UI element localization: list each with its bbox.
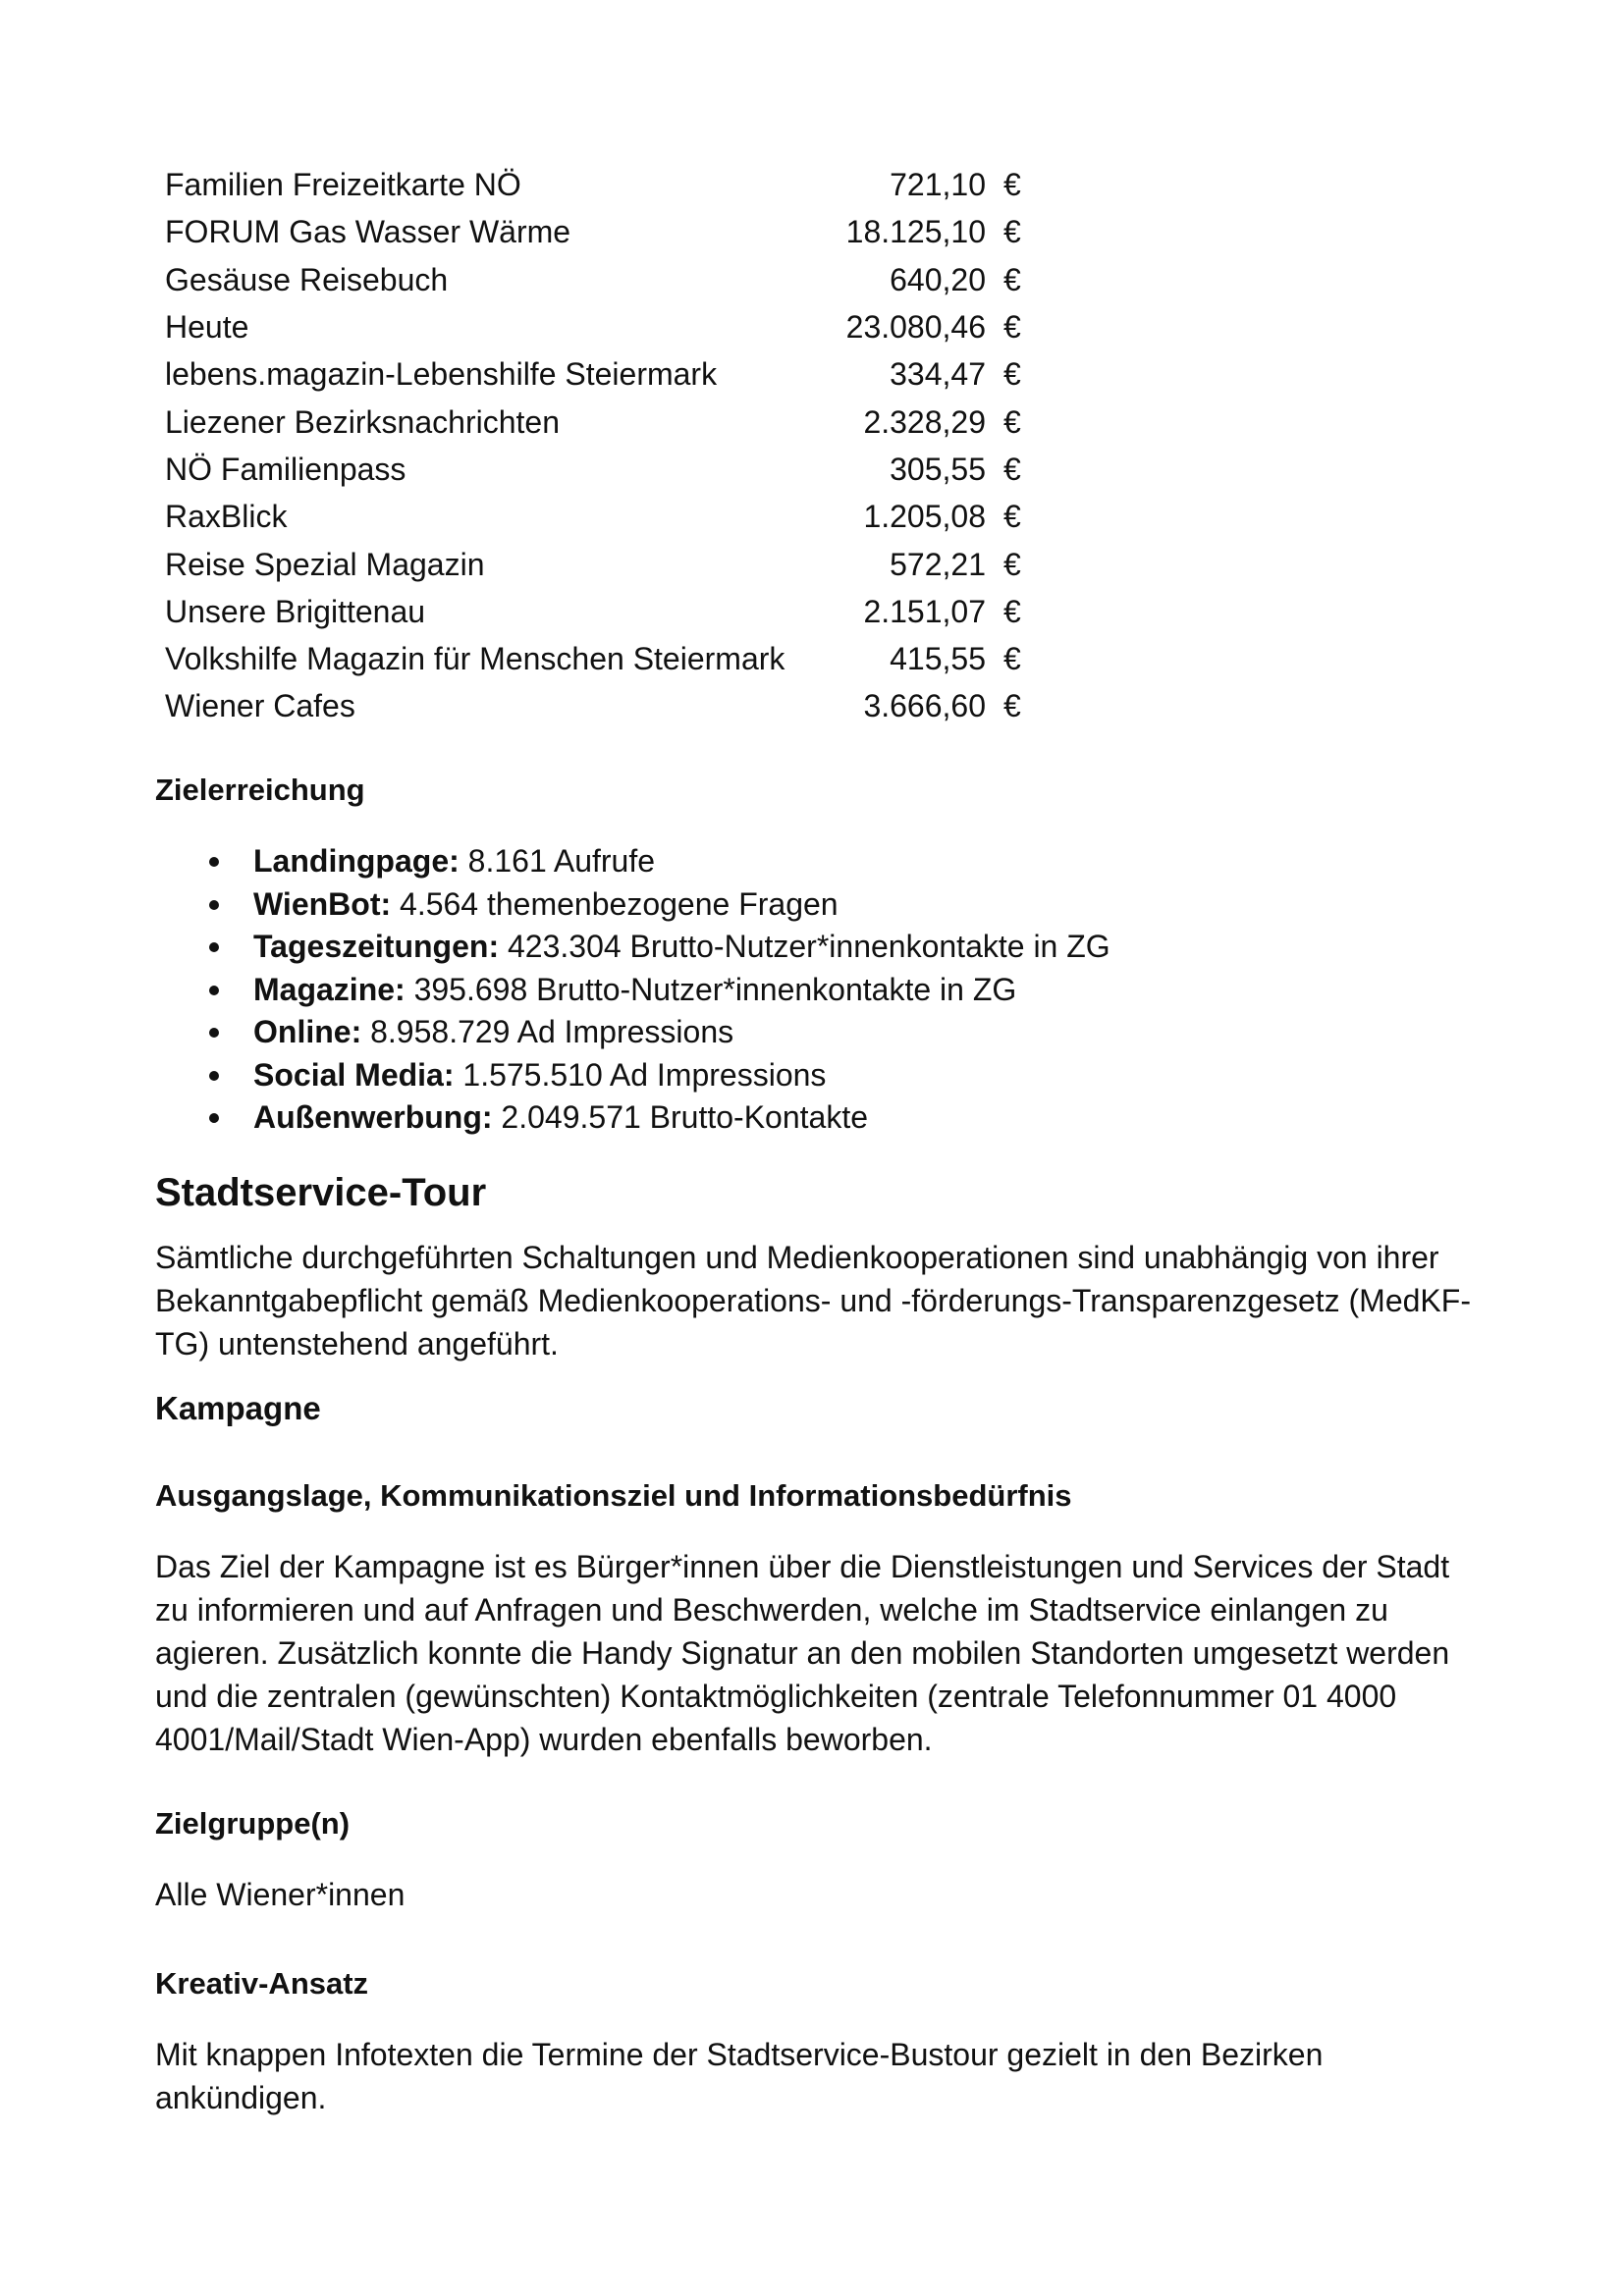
list-item-text: 8.161 Aufrufe — [459, 843, 656, 879]
table-row — [165, 256, 1029, 303]
media-name: RaxBlick — [165, 499, 288, 535]
media-name: NÖ Familienpass — [165, 451, 406, 487]
list-item — [206, 1096, 1110, 1140]
media-amount: 572,21 — [890, 546, 986, 582]
media-name: FORUM Gas Wasser Wärme — [165, 214, 571, 250]
media-name: Heute — [165, 309, 249, 346]
list-item-label: Social Media: — [253, 1056, 455, 1093]
bullet-icon — [209, 857, 219, 867]
kreativ-heading: Kreativ-Ansatz — [155, 1966, 369, 2001]
media-amount: 1.205,08 — [863, 499, 986, 535]
bullet-icon — [209, 1071, 219, 1081]
list-item-label: Außenwerbung: — [253, 1099, 493, 1135]
list-item-label: Landingpage: — [253, 843, 460, 879]
kreativ-paragraph: Mit knappen Infotexten die Termine der Stadtservice-Bustour gezielt in den Bezirken ankündigen. — [155, 2037, 1324, 2115]
table-row — [165, 161, 1029, 208]
media-amount: 334,47 — [890, 356, 986, 393]
media-amount: 640,20 — [890, 261, 986, 297]
media-amount: 2.328,29 — [863, 403, 986, 440]
list-item — [206, 840, 1110, 883]
ausgangslage-heading: Ausgangslage, Kommunikationsziel und Informationsbedürfnis — [155, 1478, 1072, 1513]
currency-symbol: € — [1003, 309, 1021, 346]
currency-symbol: € — [1003, 641, 1021, 677]
zielerreichung-heading: Zielerreichung — [155, 773, 365, 807]
list-item-text: 8.958.729 Ad Impressions — [361, 1014, 734, 1049]
ausgangslage-paragraph: Das Ziel der Kampagne ist es Bürger*innen über die Dienstleistungen und Services der Stadt zu informieren und auf Anfragen und Beschwerden, welche im Stadtservice einlangen zu agieren. Zusätzlich konnte die Handy Signatur an den mobilen Standorten umgesetzt werden und die zentralen (gewünschten) Kontaktmöglichkeiten (zentrale Telefonnummer 01 4000 4001/Mail/Stadt Wien-App) wurden ebenfalls beworben. — [155, 1549, 1450, 1757]
currency-symbol: € — [1003, 261, 1021, 297]
media-name: Reise Spezial Magazin — [165, 546, 485, 582]
list-item-text: 4.564 themenbezogene Fragen — [391, 885, 839, 922]
list-item-label: WienBot: — [253, 885, 392, 922]
currency-symbol: € — [1003, 451, 1021, 487]
bullet-icon — [209, 1028, 219, 1038]
list-item-label: Magazine: — [253, 971, 406, 1007]
media-amount: 2.151,07 — [863, 593, 986, 629]
media-name: lebens.magazin-Lebenshilfe Steiermark — [165, 356, 718, 393]
table-row — [165, 208, 1029, 255]
list-item-text: 1.575.510 Ad Impressions — [454, 1056, 827, 1093]
bullet-icon — [209, 1113, 219, 1123]
list-item — [206, 883, 1110, 927]
media-amount: 721,10 — [890, 167, 986, 203]
table-row — [165, 540, 1029, 587]
currency-symbol: € — [1003, 167, 1021, 203]
zielerreichung-list — [206, 840, 1110, 1140]
table-row — [165, 682, 1029, 729]
media-name: Volkshilfe Magazin für Menschen Steiermark — [165, 641, 785, 677]
bullet-icon — [209, 900, 219, 910]
currency-symbol: € — [1003, 214, 1021, 250]
list-item-label: Tageszeitungen: — [253, 929, 500, 964]
table-row — [165, 493, 1029, 540]
table-row — [165, 635, 1029, 682]
section-title: Stadtservice-Tour — [155, 1171, 487, 1214]
bullet-icon — [209, 942, 219, 952]
media-name: Unsere Brigittenau — [165, 593, 426, 629]
media-name: Gesäuse Reisebuch — [165, 261, 449, 297]
kampagne-heading: Kampagne — [155, 1390, 321, 1426]
list-item — [206, 926, 1110, 969]
table-row — [165, 588, 1029, 635]
media-cost-table — [165, 161, 1029, 730]
media-name: Wiener Cafes — [165, 688, 355, 724]
bullet-icon — [209, 986, 219, 995]
media-amount: 23.080,46 — [845, 309, 986, 346]
media-amount: 305,55 — [890, 451, 986, 487]
media-amount: 3.666,60 — [863, 688, 986, 724]
table-row — [165, 446, 1029, 493]
media-amount: 415,55 — [890, 641, 986, 677]
currency-symbol: € — [1003, 403, 1021, 440]
list-item-text: 2.049.571 Brutto-Kontakte — [492, 1099, 869, 1135]
list-item-label: Online: — [253, 1014, 362, 1049]
list-item — [206, 969, 1110, 1012]
table-row — [165, 350, 1029, 398]
media-amount: 18.125,10 — [845, 214, 986, 250]
list-item — [206, 1011, 1110, 1054]
media-name: Liezener Bezirksnachrichten — [165, 403, 560, 440]
table-row — [165, 398, 1029, 445]
list-item-text: 395.698 Brutto-Nutzer*innenkontakte in ZG — [405, 971, 1017, 1007]
list-item-text: 423.304 Brutto-Nutzer*innenkontakte in ZG — [499, 929, 1110, 964]
table-row — [165, 303, 1029, 350]
currency-symbol: € — [1003, 688, 1021, 724]
zielgruppe-heading: Zielgruppe(n) — [155, 1806, 351, 1841]
currency-symbol: € — [1003, 499, 1021, 535]
intro-paragraph: Sämtliche durchgeführten Schaltungen und Medienkooperationen sind unabhängig von ihrer Bekanntgabepflicht gemäß Medienkooperations- und -förderungs-Transparenzgesetz (MedKF-TG) untenstehend angeführt. — [155, 1240, 1471, 1362]
media-name: Familien Freizeitkarte NÖ — [165, 167, 521, 203]
currency-symbol: € — [1003, 593, 1021, 629]
zielgruppe-paragraph: Alle Wiener*innen — [155, 1877, 406, 1912]
currency-symbol: € — [1003, 356, 1021, 393]
list-item — [206, 1054, 1110, 1097]
currency-symbol: € — [1003, 546, 1021, 582]
